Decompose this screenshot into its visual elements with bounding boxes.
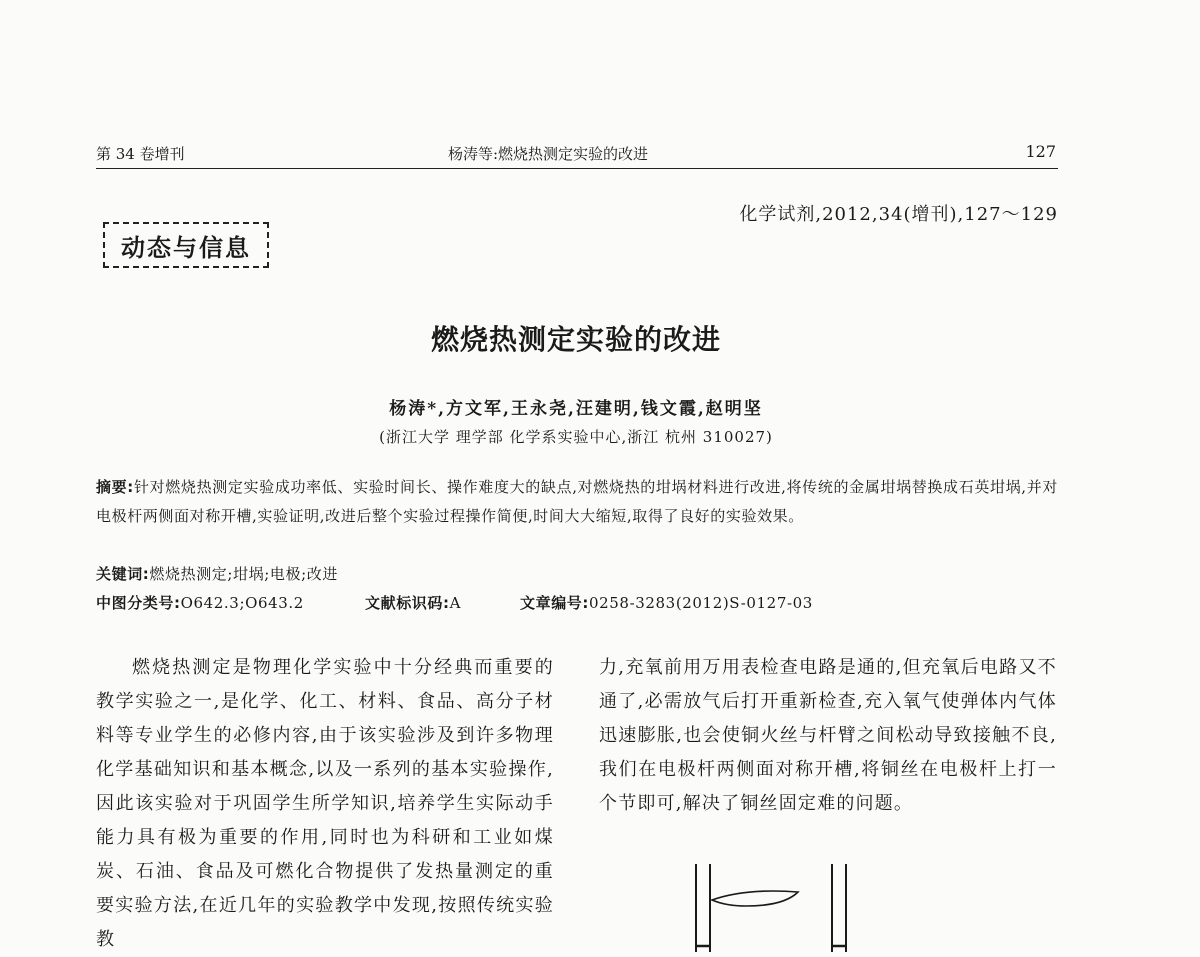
article-id-label: 文章编号:	[520, 594, 589, 612]
body-right-column	[599, 651, 1057, 821]
abstract	[96, 473, 1058, 531]
section-label: 动态与信息	[121, 233, 251, 262]
crucible-clamp	[712, 891, 798, 906]
classification-line	[96, 592, 813, 613]
keywords-text: 燃烧热测定;坩埚;电极;改进	[149, 565, 338, 583]
article-authors: 杨涛*,方文军,王永尧,汪建明,钱文霞,赵明坚	[389, 399, 763, 419]
running-header-volume: 第 34 卷增刊	[96, 145, 185, 163]
body-right-paragraph: 力,充氧前用万用表检查电路是通的,但充氧后电路又不通了,必需放气后打开重新检查,充入氧气使弹体内气体迅速膨胀,也会使铜火丝与杆臂之间松动导致接触不良,我们在电极杆两侧面对称开槽,将铜丝在电极杆上打一个节即可,解决了铜丝固定难的问题。	[599, 657, 1057, 814]
abstract-text: 针对燃烧热测定实验成功率低、实验时间长、操作难度大的缺点,对燃烧热的坩埚材料进行改进,将传统的金属坩埚替换成石英坩埚,并对电极杆两侧面对称开槽,实验证明,改进后整个实验过程操作简便,时间大大缩短,取得了良好的实验效果。	[96, 478, 1058, 525]
keywords	[96, 563, 338, 584]
body-left-paragraph: 燃烧热测定是物理化学实验中十分经典而重要的教学实验之一,是化学、化工、材料、食品、高分子材料等专业学生的必修内容,由于该实验涉及到许多物理化学基础知识和基本概念,以及一系列的基本实验操作,因此该实验对于巩固学生所学知识,培养学生实际动手能力具有极为重要的作用,同时也为科研和工业如煤炭、石油、食品及可燃化合物提供了发热量测定的重要实验方法,在近几年的实验教学中发现,按照传统实验教	[96, 657, 554, 950]
abstract-label: 摘要:	[96, 478, 134, 496]
keywords-label: 关键词:	[96, 565, 150, 583]
journal-citation: 化学试剂,2012,34(增刊),127～129	[739, 204, 1058, 225]
clc-value: O642.3;O643.2	[180, 594, 304, 612]
body-left-column	[96, 651, 554, 957]
article-id-value: 0258-3283(2012)S-0127-03	[589, 594, 813, 612]
author-affiliation: (浙江大学 理学部 化学系实验中心,浙江 杭州 310027)	[379, 428, 773, 446]
article-title: 燃烧热测定实验的改进	[430, 323, 721, 356]
header-rule	[96, 168, 1058, 169]
page-number: 127	[1025, 142, 1056, 161]
clc-label: 中图分类号:	[96, 594, 181, 612]
doc-code-value: A	[449, 594, 462, 612]
running-header-title: 杨涛等:燃烧热测定实验的改进	[448, 145, 649, 163]
section-label-box	[103, 222, 269, 268]
doc-code-label: 文献标识码:	[365, 594, 450, 612]
electrode-figure	[676, 858, 856, 952]
